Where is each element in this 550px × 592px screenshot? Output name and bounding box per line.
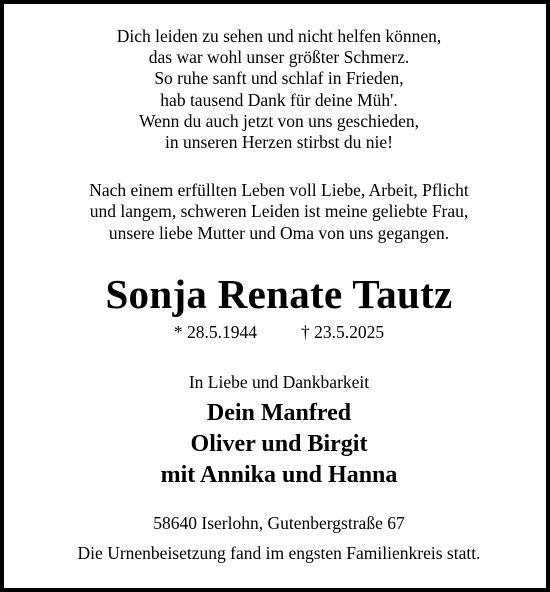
burial-note: Die Urnenbeisetzung fand im engsten Familienkreis statt. <box>77 543 481 563</box>
mourners-list <box>4 398 550 491</box>
deceased-name: Sonja Renate Tautz <box>105 271 453 317</box>
poem-line: das war wohl unser größter Schmerz. <box>148 47 410 68</box>
family-address: 58640 Iserlohn, Gutenbergstraße 67 <box>153 513 405 533</box>
dedication-line: In Liebe und Dankbarkeit <box>188 372 370 392</box>
mourner-line: Oliver und Birgit <box>190 431 368 457</box>
announcement-line: und langem, schweren Leiden ist meine geliebte Frau, <box>89 201 469 222</box>
mourner-line: Dein Manfred <box>206 400 352 426</box>
death-date: † 23.5.2025 <box>301 322 385 342</box>
poem-line: Wenn du auch jetzt von uns geschieden, <box>139 110 419 131</box>
announcement-line: Nach einem erfüllten Leben voll Liebe, Arbeit, Pflicht <box>89 180 469 200</box>
memorial-poem <box>4 26 550 153</box>
birth-date: * 28.5.1944 <box>173 322 257 342</box>
announcement-text <box>4 180 550 244</box>
poem-line: in unseren Herzen stirbst du nie! <box>165 132 393 153</box>
poem-line: Dich leiden zu sehen und nicht helfen können, <box>116 26 442 46</box>
announcement-line: unsere liebe Mutter und Oma von uns gegangen. <box>108 222 450 243</box>
life-dates <box>4 321 550 343</box>
poem-line: So ruhe sanft und schlaf in Frieden, <box>154 68 404 89</box>
mourner-line: mit Annika und Hanna <box>160 462 398 488</box>
poem-line: hab tausend Dank für deine Müh'. <box>160 89 398 110</box>
